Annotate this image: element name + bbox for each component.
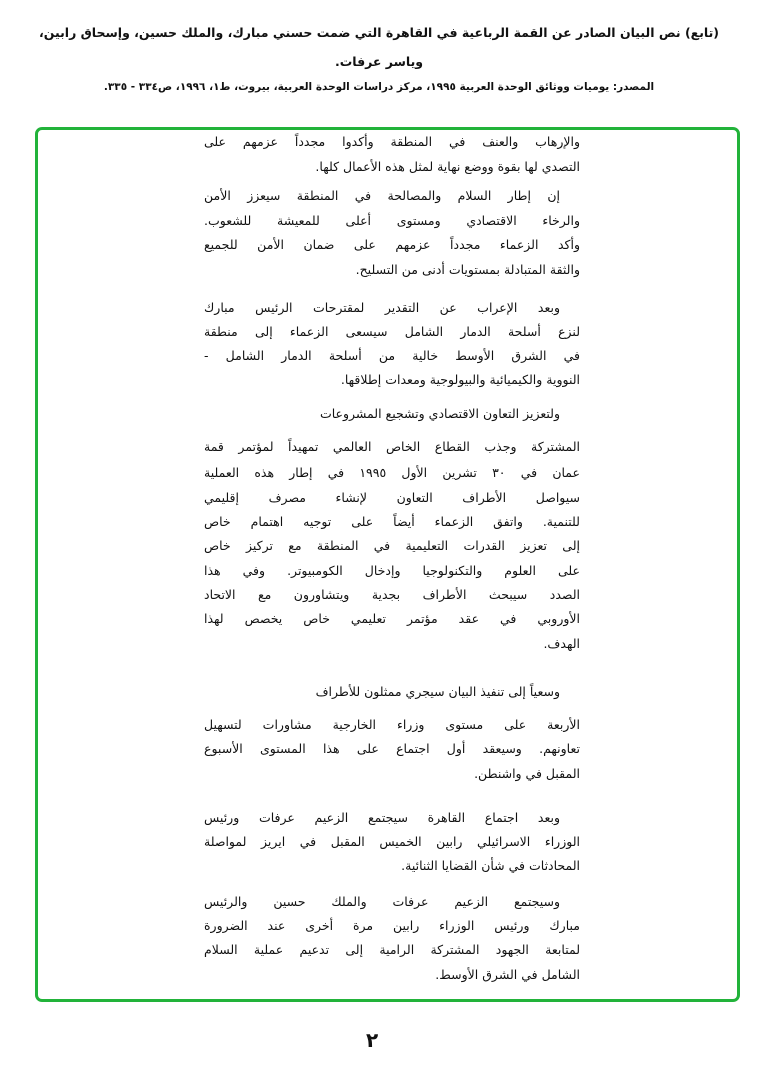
- text-line: الأوروبي في عقد مؤتمر تعليمي خاص يخصص لهذا: [204, 611, 580, 626]
- document-title-line-2: وياسر عرفات.: [334, 54, 424, 69]
- text-line: لمتابعة الجهود المشتركة الرامية إلى تدعيم عملية السلام: [204, 942, 580, 957]
- text-line: النووية والكيميائية والبيولوجية ومعدات إطلاقها.: [340, 372, 580, 387]
- text-line: وسعياً إلى تنفيذ البيان سيجري ممثلون للأطراف: [315, 684, 560, 699]
- text-line: وسيجتمع الزعيم عرفات والملك حسين والرئيس: [204, 894, 560, 909]
- text-line: لنزع أسلحة الدمار الشامل سيسعى الزعماء إلى منطقة: [204, 324, 580, 339]
- text-line: وبعد اجتماع القاهرة سيجتمع الزعيم عرفات ورئيس: [204, 810, 560, 825]
- text-line: إلى تعزيز القدرات التعليمية في المنطقة مع تركيز خاص: [204, 538, 580, 553]
- text-line: وبعد الإعراب عن التقدير لمقترحات الرئيس مبارك: [204, 300, 560, 315]
- text-line: التصدي لها بقوة ووضع نهاية لمثل هذه الأعمال كلها.: [315, 159, 580, 174]
- text-line: والثقة المتبادلة بمستويات أدنى من التسليح.: [355, 262, 580, 277]
- text-line: الهدف.: [543, 636, 580, 651]
- text-line: سيواصل الأطراف التعاون لإنشاء مصرف إقليمي: [204, 490, 580, 505]
- text-line: الشامل في الشرق الأوسط.: [435, 967, 580, 982]
- text-line: الوزراء الاسرائيلي رابين الخميس المقبل في ايريز لمواصلة: [204, 834, 580, 849]
- text-line: وأكد الزعماء مجدداً عزمهم على ضمان الأمن للجميع: [204, 237, 580, 252]
- text-line: المشتركة وجذب القطاع الخاص العالمي تمهيداً لمؤتمر قمة: [204, 439, 580, 454]
- text-line: ولتعزيز التعاون الاقتصادي وتشجيع المشروعات: [319, 406, 560, 421]
- text-line: مبارك ورئيس الوزراء رابين مرة أخرى عند الضرورة: [204, 918, 580, 933]
- text-line: إن إطار السلام والمصالحة في المنطقة سيعزز الأمن: [204, 188, 560, 203]
- source-citation: المصدر: يوميات ووثائق الوحدة العربية ١٩٩٥، مركز دراسات الوحدة العربية، بيروت، ط١، ١٩٩٦، ص٣٣٤ - ٣٣٥.: [103, 81, 655, 93]
- text-line: تعاونهم. وسيعقد أول اجتماع على هذا المستوى الأسبوع: [204, 741, 580, 756]
- text-line: المقبل في واشنطن.: [474, 766, 580, 781]
- text-line: والرخاء الاقتصادي ومستوى أعلى للمعيشة للشعوب.: [204, 213, 580, 228]
- text-line: الأربعة على مستوى وزراء الخارجية مشاورات لتسهيل: [204, 717, 580, 732]
- text-line: على العلوم والتكنولوجيا وإدخال الكومبيوتر. وفي هذا: [204, 563, 580, 578]
- text-line: الصدد سيبحث الأطراف بجدية ويتشاورون مع الاتحاد: [204, 587, 580, 602]
- text-line: في الشرق الأوسط خالية من أسلحة الدمار الشامل -: [204, 348, 580, 363]
- text-line: المحادثات في شأن القضايا الثنائية.: [401, 858, 580, 873]
- page-number: ٢: [366, 1028, 379, 1052]
- document-title-line-1: (تابع) نص البيان الصادر عن القمة الرباعية في القاهرة التي ضمت حسني مبارك، والملك حسين، وإسحاق رابين،: [38, 25, 719, 40]
- text-line: للتنمية. واتفق الزعماء أيضاً على توجيه اهتمام خاص: [204, 514, 580, 529]
- text-line: والإرهاب والعنف في المنطقة وأكدوا مجدداً عزمهم على: [204, 134, 580, 149]
- text-line: عمان في ٣٠ تشرين الأول ١٩٩٥ في إطار هذه العملية: [204, 465, 580, 480]
